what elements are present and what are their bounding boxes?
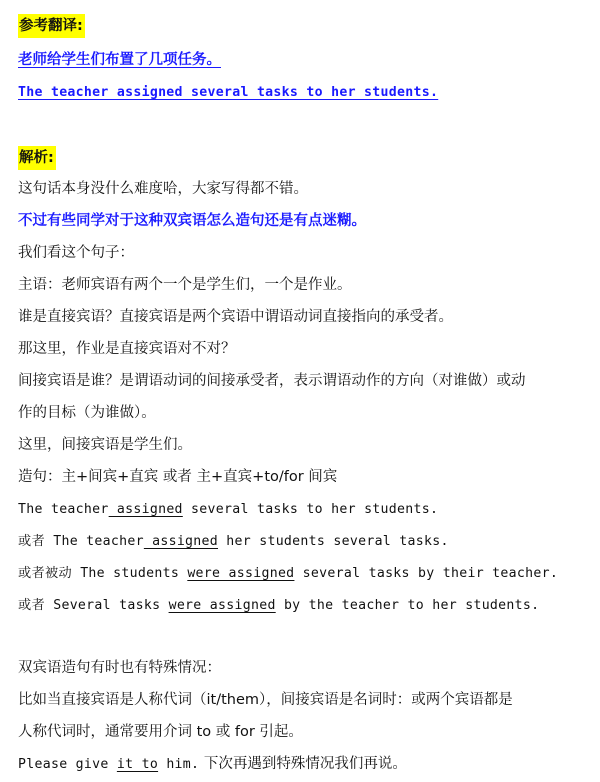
paragraph-indirect-object-line1: 间接宾语是谁？是谓语动词的间接承受者，表示谓语动作的方向（对谁做）或动 <box>18 373 526 389</box>
analysis-label: 解析: <box>18 146 56 170</box>
paragraph-subject-objects: 主语：老师宾语有两个一个是学生们，一个是作业。 <box>18 277 352 293</box>
paragraph-indirect-answer: 这里，间接宾语是学生们。 <box>18 437 192 453</box>
paragraph-special-rule-line1: 比如当直接宾语是人称代词（it/them），间接宾语是名词时：或两个宾语都是 <box>18 692 513 708</box>
example-sentence-1: The teacher assigned several tasks to her students. <box>18 502 439 517</box>
paragraph-sentence-pattern: 造句：主+间宾+直宾 或者 主+直宾+to/for 间宾 <box>18 469 338 485</box>
paragraph-special-cases: 双宾语造句有时也有特殊情况： <box>18 660 221 676</box>
reference-translation-label: 参考翻译: <box>18 14 85 38</box>
paragraph-3: 我们看这个句子： <box>18 245 134 261</box>
paragraph-2-highlighted: 不过有些同学对于这种双宾语怎么造句还是有点迷糊。 <box>18 213 366 229</box>
translation-chinese: 老师给学生们布置了几项任务。 <box>18 52 221 68</box>
example-sentence-3-passive: 或者被动 The students were assigned several tasks by their teacher. <box>18 566 559 581</box>
translation-english: The teacher assigned several tasks to her students. <box>18 85 439 100</box>
paragraph-1: 这句话本身没什么难度哈，大家写得都不错。 <box>18 181 308 197</box>
paragraph-question: 那这里，作业是直接宾语对不对？ <box>18 341 236 357</box>
paragraph-indirect-object-line2: 作的目标（为谁做）。 <box>18 405 156 421</box>
example-sentence-2: 或者 The teacher assigned her students several tasks. <box>18 534 449 549</box>
example-sentence-5: Please give it to him. 下次再遇到特殊情况我们再说。 <box>18 756 407 772</box>
paragraph-direct-object: 谁是直接宾语？直接宾语是两个宾语中谓语动词直接指向的承受者。 <box>18 309 453 325</box>
example-sentence-4-passive: 或者 Several tasks were assigned by the teacher to her students. <box>18 598 540 613</box>
paragraph-special-rule-line2: 人称代词时，通常要用介词 to 或 for 引起。 <box>18 724 303 740</box>
